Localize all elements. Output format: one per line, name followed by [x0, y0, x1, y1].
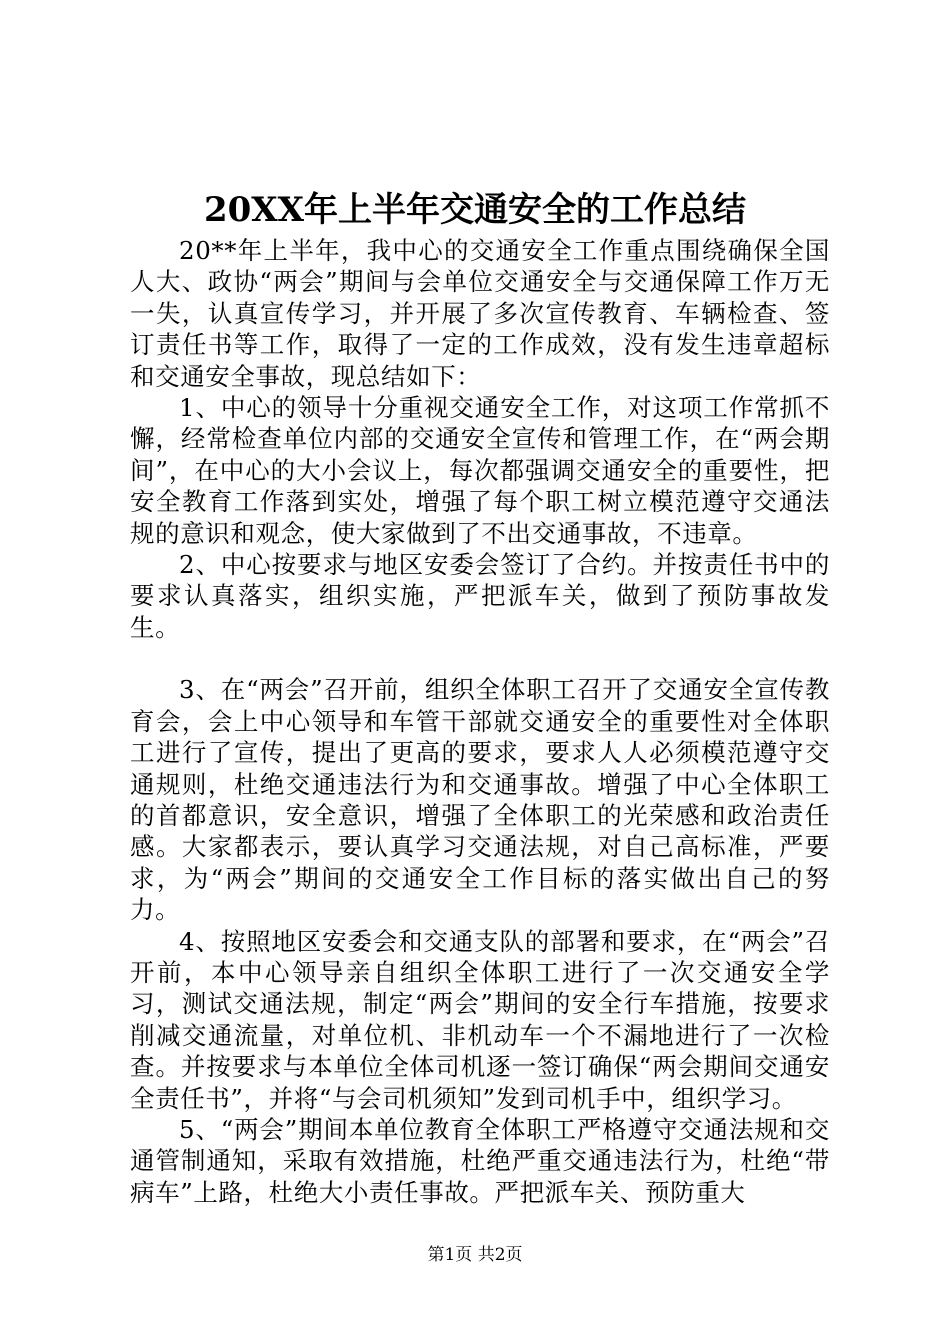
document-body [130, 235, 830, 1208]
paragraph-intro: 20**年上半年，我中心的交通安全工作重点围绕确保全国人大、政协“两会”期间与会单位交通安全与交通保障工作万无一失，认真宣传学习，并开展了多次宣传教育、车辆检查、签订责任书等工作，取得了一定的工作成效，没有发生违章超标和交通安全事故，现总结如下： [130, 236, 830, 391]
paragraph-item-4: 4、按照地区安委会和交通支队的部署和要求，在“两会”召开前，本中心领导亲自组织全体职工进行了一次交通安全学习，测试交通法规，制定“两会”期间的安全行车措施，按要求削减交通流量，对单位机、非机动车一个不漏地进行了一次检查。并按要求与本单位全体司机逐一签订确保“两会期间交通安全责任书”，并将“与会司机须知”发到司机手中，组织学习。 [130, 926, 830, 1113]
paragraph-item-1: 1、中心的领导十分重视交通安全工作，对这项工作常抓不懈，经常检查单位内部的交通安全宣传和管理工作，在“两会期间”，在中心的大小会议上，每次都强调交通安全的重要性，把安全教育工作落到实处，增强了每个职工树立模范遵守交通法规的意识和观念，使大家做到了不出交通事故，不违章。 [130, 393, 830, 548]
paragraph-item-2: 2、中心按要求与地区安委会签订了合约。并按责任书中的要求认真落实，组织实施，严把派车关，做到了预防事故发生。 [130, 550, 830, 642]
document-title: 20XX年上半年交通安全的工作总结 [203, 190, 747, 230]
paragraph-item-3: 3、在“两会”召开前，组织全体职工召开了交通安全宣传教育会，会上中心领导和车管干部就交通安全的重要性对全体职工进行了宣传，提出了更高的要求，要求人人必须模范遵守交通规则，杜绝交通违法行为和交通事故。增强了中心全体职工的首都意识，安全意识，增强了全体职工的光荣感和政治责任感。大家都表示，要认真学习交通法规，对自己高标准，严要求，为“两会”期间的交通安全工作目标的落实做出自己的努力。 [130, 675, 830, 925]
paragraph-item-5: 5、“两会”期间本单位教育全体职工严格遵守交通法规和交通管制通知，采取有效措施，杜绝严重交通违法行为，杜绝“带病车”上路，杜绝大小责任事故。严把派车关、预防重大 [130, 1114, 830, 1207]
page-footer: 第1页 共2页 [427, 1245, 523, 1265]
